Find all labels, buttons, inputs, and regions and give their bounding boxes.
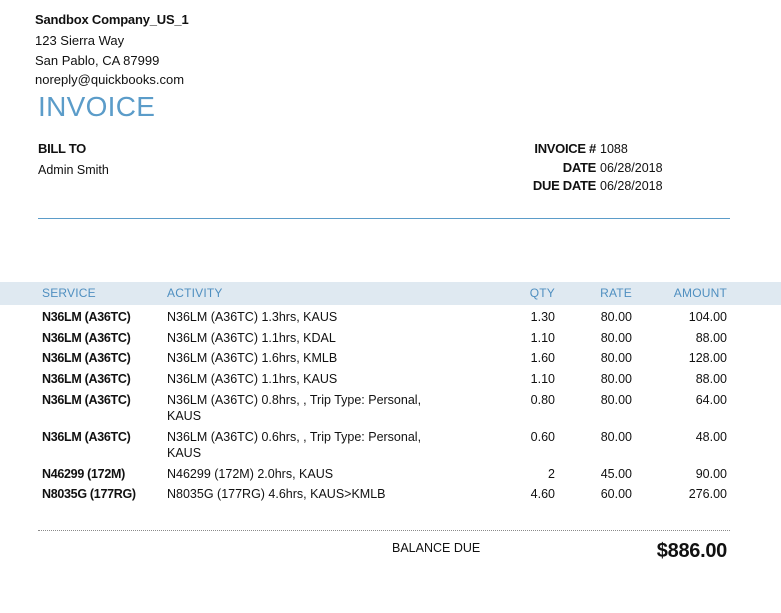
row-qty: 2 (548, 466, 555, 481)
header-service: SERVICE (42, 286, 96, 300)
row-activity (167, 429, 467, 461)
table-row (0, 486, 781, 507)
invoice-date: 06/28/2018 (600, 160, 663, 175)
table-row (0, 429, 781, 466)
table-row (0, 371, 781, 392)
row-activity: N36LM (A36TC) 1.3hrs, KAUS (167, 310, 338, 324)
row-activity-line1: N36LM (A36TC) 0.8hrs, , Trip Type: Personal, (167, 392, 422, 407)
row-amount: 276.00 (688, 487, 727, 501)
row-activity-line2: KAUS (167, 445, 202, 460)
table-header (0, 282, 781, 305)
row-rate: 60.00 (600, 487, 632, 501)
invoice-due-label: DUE DATE (532, 178, 596, 193)
row-activity: N36LM (A36TC) 1.1hrs, KDAL (167, 330, 336, 345)
row-service: N36LM (A36TC) (42, 351, 131, 365)
company-info (35, 11, 189, 90)
invoice-date-row (533, 160, 666, 179)
invoice-due-date: 06/28/2018 (600, 179, 663, 193)
row-rate: 80.00 (600, 330, 632, 345)
row-activity (167, 392, 467, 424)
row-activity: N8035G (177RG) 4.6hrs, KAUS>KMLB (167, 487, 386, 501)
row-amount: 64.00 (695, 392, 727, 407)
row-rate: 80.00 (600, 371, 632, 386)
row-rate: 80.00 (600, 429, 632, 444)
header-qty: QTY (529, 286, 555, 300)
invoice-date-label: DATE (562, 159, 596, 175)
table-row (0, 466, 781, 487)
row-service: N8035G (177RG) (42, 487, 136, 501)
bill-to-label: BILL TO (38, 141, 86, 156)
row-qty: 4.60 (530, 487, 555, 501)
row-activity: N36LM (A36TC) 1.6hrs, KMLB (167, 351, 338, 365)
table-row (0, 392, 781, 429)
row-qty: 1.10 (530, 371, 555, 386)
row-amount: 90.00 (695, 466, 727, 481)
balance-due-label: BALANCE DUE (392, 541, 481, 555)
bill-to (38, 140, 109, 179)
row-service: N46299 (172M) (42, 466, 125, 481)
company-address-line1: 123 Sierra Way (35, 33, 125, 48)
line-items (0, 309, 781, 507)
header-activity: ACTIVITY (167, 286, 223, 300)
invoice-due-row (533, 178, 666, 197)
row-rate: 80.00 (600, 392, 632, 407)
row-rate: 80.00 (600, 310, 632, 324)
row-qty: 1.60 (530, 351, 555, 365)
invoice-meta (533, 141, 666, 197)
total-divider (38, 530, 730, 531)
row-qty: 1.30 (530, 310, 555, 324)
row-rate: 80.00 (600, 351, 632, 365)
row-service: N36LM (A36TC) (42, 392, 131, 407)
invoice-number-row (533, 141, 666, 160)
row-service: N36LM (A36TC) (42, 310, 131, 324)
row-service: N36LM (A36TC) (42, 429, 131, 444)
row-amount: 128.00 (688, 351, 727, 365)
row-amount: 88.00 (695, 330, 727, 345)
table-row (0, 350, 781, 371)
row-amount: 48.00 (695, 429, 727, 444)
row-activity-line1: N36LM (A36TC) 0.6hrs, , Trip Type: Personal, (167, 429, 422, 444)
row-amount: 88.00 (695, 371, 727, 386)
row-activity-line2: KAUS (167, 408, 202, 423)
header-amount: AMOUNT (673, 286, 727, 300)
balance-due-amount: $886.00 (656, 540, 727, 562)
invoice-number-label: INVOICE # (534, 141, 596, 156)
header-rate: RATE (600, 286, 632, 300)
bill-to-name: Admin Smith (38, 163, 109, 177)
row-qty: 0.60 (530, 429, 555, 444)
row-amount: 104.00 (688, 310, 727, 324)
row-qty: 1.10 (530, 330, 555, 345)
company-name: Sandbox Company_US_1 (35, 12, 189, 27)
invoice-number: 1088 (600, 142, 628, 156)
table-row (0, 330, 781, 351)
row-activity: N46299 (172M) 2.0hrs, KAUS (167, 466, 334, 481)
invoice-title: INVOICE (38, 91, 156, 122)
row-rate: 45.00 (600, 466, 632, 481)
table-row (0, 309, 781, 330)
row-qty: 0.80 (530, 392, 555, 407)
company-address-line2: San Pablo, CA 87999 (35, 52, 160, 68)
row-service: N36LM (A36TC) (42, 330, 131, 345)
row-activity: N36LM (A36TC) 1.1hrs, KAUS (167, 371, 338, 386)
row-service: N36LM (A36TC) (42, 371, 131, 386)
header-divider (38, 218, 730, 219)
company-email: noreply@quickbooks.com (35, 72, 185, 87)
